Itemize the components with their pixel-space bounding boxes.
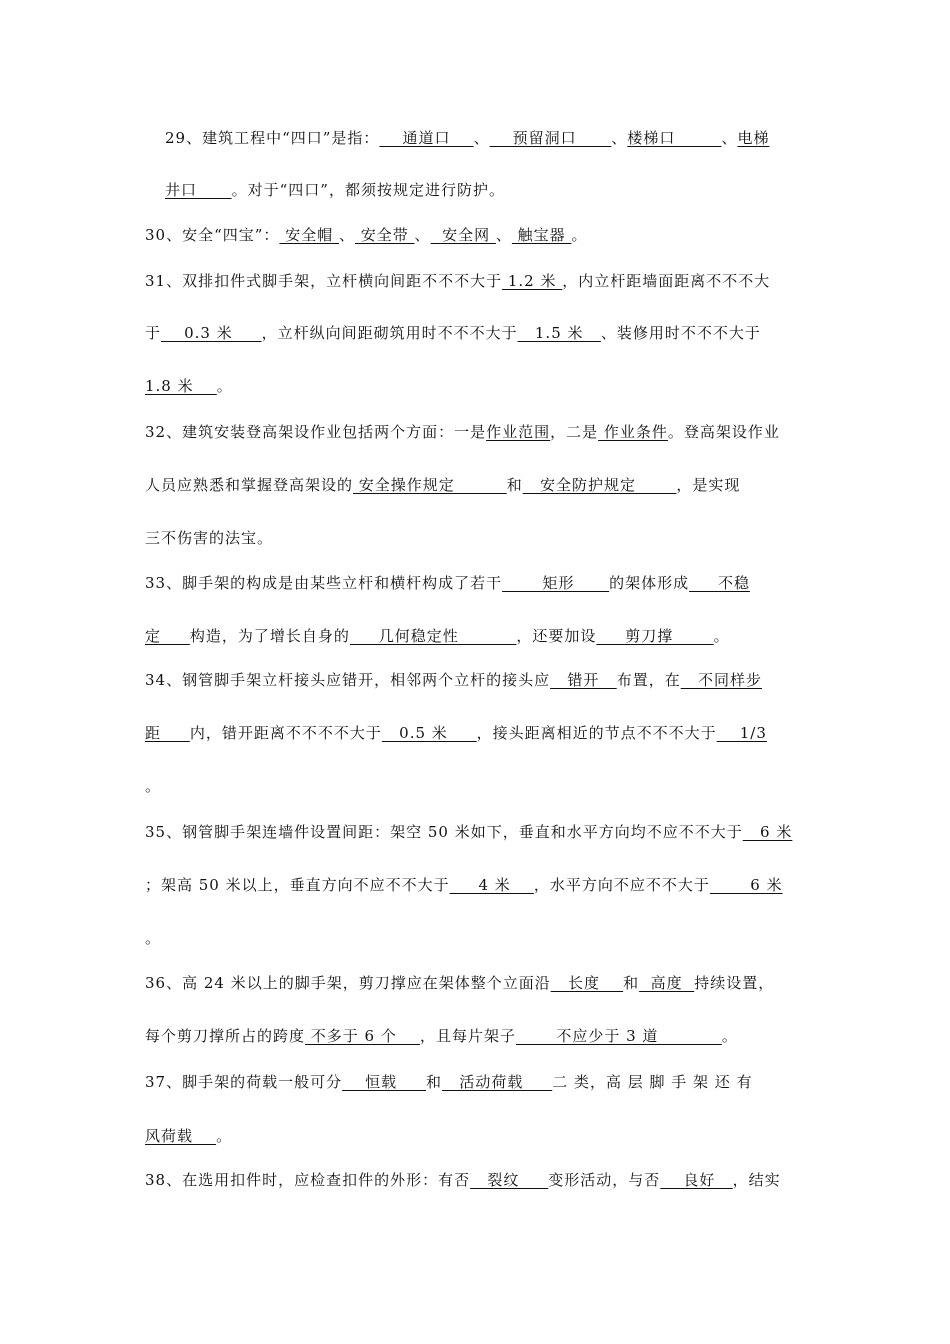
blank-answer: 几何稳定性 bbox=[349, 627, 517, 645]
blank-answer: 活动荷载 bbox=[442, 1073, 553, 1091]
blank-answer: 1.2 米 bbox=[502, 272, 563, 290]
q35-line-2: ；架高 50 米以上，垂直方向不应不不大于 4 米 ，水平方向不应不不大于 6 米 bbox=[145, 876, 783, 894]
blank-answer: 风荷载 bbox=[145, 1127, 217, 1145]
q38-line-1: 38、在选用扣件时，应检查扣件的外形：有否 裂纹 变形活动，与否 良好 ，结实 bbox=[145, 1171, 781, 1189]
blank-answer: 触宝器 bbox=[511, 226, 572, 244]
q29-line-2: 井口 。对于“四口”，都须按规定进行防护。 bbox=[165, 181, 505, 199]
q32-line-1: 32、建筑安装登高架设作业包括两个方面：一是作业范围，二是 作业条件。登高架设作业 bbox=[145, 423, 780, 441]
blank-answer: 通道口 bbox=[379, 129, 474, 147]
q31-line-1: 31、双排扣件式脚手架，立杆横向间距不不不大于 1.2 米 ，内立杆距墙面距离不不不大 bbox=[145, 272, 771, 290]
blank-answer: 定 bbox=[145, 627, 190, 645]
q31-line-2: 于 0.3 米 ，立杆纵向间距砌筑用时不不不大于 1.5 米 、装修用时不不不大于 bbox=[145, 324, 761, 342]
blank-answer: 井口 bbox=[165, 181, 232, 199]
blank-answer: 1/3 bbox=[716, 724, 767, 742]
q33-line-1: 33、脚手架的构成是由某些立杆和横杆构成了若干 矩形 的架体形成 不稳 bbox=[145, 574, 750, 592]
q37-line-2: 风荷载 。 bbox=[145, 1127, 233, 1145]
q35-line-1: 35、钢管脚手架连墙件设置间距：架空 50 米如下，垂直和水平方向均不应不不大于 6 米 bbox=[145, 823, 793, 841]
blank-answer: 恒载 bbox=[342, 1073, 427, 1091]
blank-answer: 不应少于 3 道 bbox=[515, 1027, 722, 1045]
blank-answer: 安全带 bbox=[355, 226, 415, 244]
q32-line-3: 三不伤害的法宝。 bbox=[145, 529, 274, 547]
blank-answer: 矩形 bbox=[502, 574, 610, 592]
blank-answer: 错开 bbox=[550, 671, 617, 689]
blank-answer: 安全网 bbox=[430, 226, 496, 244]
blank-answer: 不多于 6 个 bbox=[305, 1027, 420, 1045]
blank-answer: 不同样步 bbox=[680, 671, 763, 689]
q29-line-1: 29、建筑工程中“四口”是指： 通道口 、 预留洞口 、楼梯口 、电梯 bbox=[165, 129, 770, 147]
q34-line-2: 距 内，错开距离不不不不大于 0.5 米 ，接头距离相近的节点不不不大于 1/3 bbox=[145, 724, 767, 742]
blank-answer: 高度 bbox=[639, 974, 695, 992]
blank-answer: 剪刀撑 bbox=[596, 627, 714, 645]
blank-answer: 长度 bbox=[550, 974, 624, 992]
blank-answer: 安全操作规定 bbox=[353, 476, 507, 494]
blank-answer: 6 米 bbox=[742, 823, 793, 841]
blank-answer: 距 bbox=[145, 724, 190, 742]
blank-answer: 楼梯口 bbox=[627, 129, 722, 147]
q35-line-3: 。 bbox=[145, 929, 162, 947]
q34-line-1: 34、钢管脚手架立杆接头应错开，相邻两个立杆的接头应 错开 布置，在 不同样步 bbox=[145, 671, 763, 689]
blank-answer: 电梯 bbox=[737, 129, 770, 147]
q36-line-1: 36、高 24 米以上的脚手架，剪刀撑应在架体整个立面沿 长度 和 高度 持续设置， bbox=[145, 974, 775, 992]
blank-answer: 裂纹 bbox=[470, 1171, 549, 1189]
blank-answer: 作业范围 bbox=[486, 423, 551, 441]
blank-answer: 6 米 bbox=[709, 876, 783, 894]
q30-line-1: 30、安全“四宝”： 安全帽 、 安全带 、 安全网 、 触宝器 。 bbox=[145, 226, 588, 244]
q34-line-3: 。 bbox=[145, 777, 162, 795]
q32-line-2: 人员应熟悉和掌握登高架设的 安全操作规定 和 安全防护规定 ，是实现 bbox=[145, 476, 741, 494]
blank-answer: 1.5 米 bbox=[517, 324, 601, 342]
blank-answer: 安全防护规定 bbox=[522, 476, 677, 494]
blank-answer: 预留洞口 bbox=[489, 129, 612, 147]
q31-line-3: 1.8 米 。 bbox=[145, 377, 233, 395]
blank-answer: 作业条件 bbox=[598, 423, 668, 441]
blank-answer: 安全帽 bbox=[279, 226, 339, 244]
blank-answer: 4 米 bbox=[449, 876, 534, 894]
blank-answer: 0.3 米 bbox=[161, 324, 262, 342]
blank-answer: 不稳 bbox=[689, 574, 750, 592]
q37-line-1: 37、脚手架的荷载一般可分 恒载 和 活动荷载 二 类，高 层 脚 手 架 还 有 bbox=[145, 1073, 753, 1091]
q33-line-2: 定 构造，为了增长自身的 几何稳定性 ，还要加设 剪刀撑 。 bbox=[145, 627, 730, 645]
blank-answer: 0.5 米 bbox=[381, 724, 477, 742]
blank-answer: 1.8 米 bbox=[145, 377, 217, 395]
q36-line-2: 每个剪刀撑所占的跨度 不多于 6 个 ，且每片架子 不应少于 3 道 。 bbox=[145, 1027, 738, 1045]
blank-answer: 良好 bbox=[660, 1171, 733, 1189]
